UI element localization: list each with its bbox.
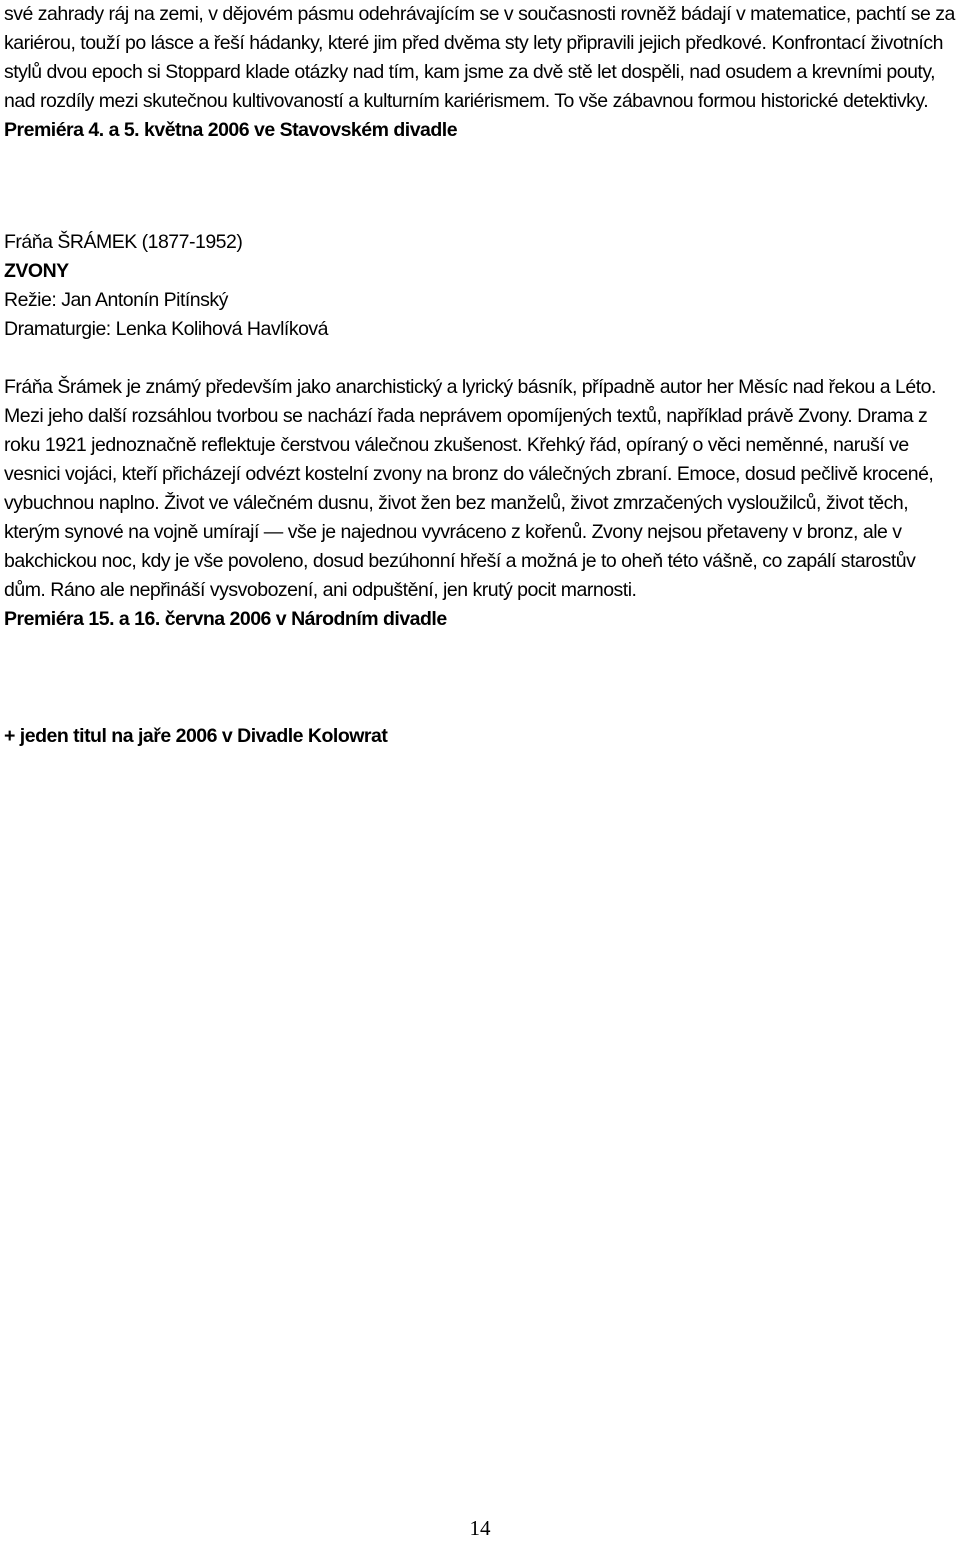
zvony-title: ZVONY <box>4 260 69 282</box>
extra-section <box>4 722 956 751</box>
arcadia-description: své zahrady ráj na zemi, v dějovém pásmu odehrávajícím se v současnosti rovněž bádají v matematice, pachtí se za kariérou, touží po lásce a řeší hádanky, které jim před dvěma sty lety připravili jejich předkové. Konfrontací životních stylů dvou epoch si Stoppard klade otázky nad tím, kam jsme za dvě stě let dospěli, nad osudem a krevními pouty, nad rozdíly mezi skutečnou kultivovaností a kulturním kariérismem. To vše zábavnou formou historické detektivky. <box>4 3 955 112</box>
zvony-dramaturgy: Dramaturgie: Lenka Kolihová Havlíková <box>4 318 329 340</box>
arcadia-section <box>4 0 956 145</box>
zvony-header <box>4 228 956 344</box>
zvony-description: Fráňa Šrámek je známý především jako anarchistický a lyrický básník, případně autor her Měsíc nad řekou a Léto. Mezi jeho další rozsáhlou tvorbou se nachází řada neprávem opomíjených textů, například právě Zvony. Drama z roku 1921 jednoznačně reflektuje čerstvou válečnou zkušenost. Křehký řád, opíraný o věci neměnné, naruší ve vesnici vojáci, kteří přicházejí odvézt kostelní zvony na bronz do válečných zbraní. Emoce, dosud pečlivě krocené, vybuchnou naplno. Život ve válečném dusnu, život žen bez manželů, život zmrzačených vysloužilců, život těch, kterým synové na vojně umírají — vše je najednou vyvráceno z kořenů. Zvony nejsou přetaveny v bronz, ale v bakchickou noc, kdy je vše povoleno, dosud bezúhonní hřeší a možná je to oheň této vášně, co zapálí starostův dům. Ráno ale nepřináší vysvobození, ani odpuštění, jen krutý pocit marnosti. <box>4 376 936 601</box>
extra-title: + jeden titul na jaře 2006 v Divadle Kolowrat <box>4 725 388 747</box>
zvony-author: Fráňa ŠRÁMEK (1877-1952) <box>4 231 243 253</box>
zvony-director: Režie: Jan Antonín Pitínský <box>4 289 228 311</box>
zvony-premiere: Premiéra 15. a 16. června 2006 v Národním divadle <box>4 608 447 630</box>
page-number: 14 <box>469 1516 491 1540</box>
zvony-section <box>4 373 956 634</box>
arcadia-premiere: Premiéra 4. a 5. května 2006 ve Stavovském divadle <box>4 119 458 141</box>
